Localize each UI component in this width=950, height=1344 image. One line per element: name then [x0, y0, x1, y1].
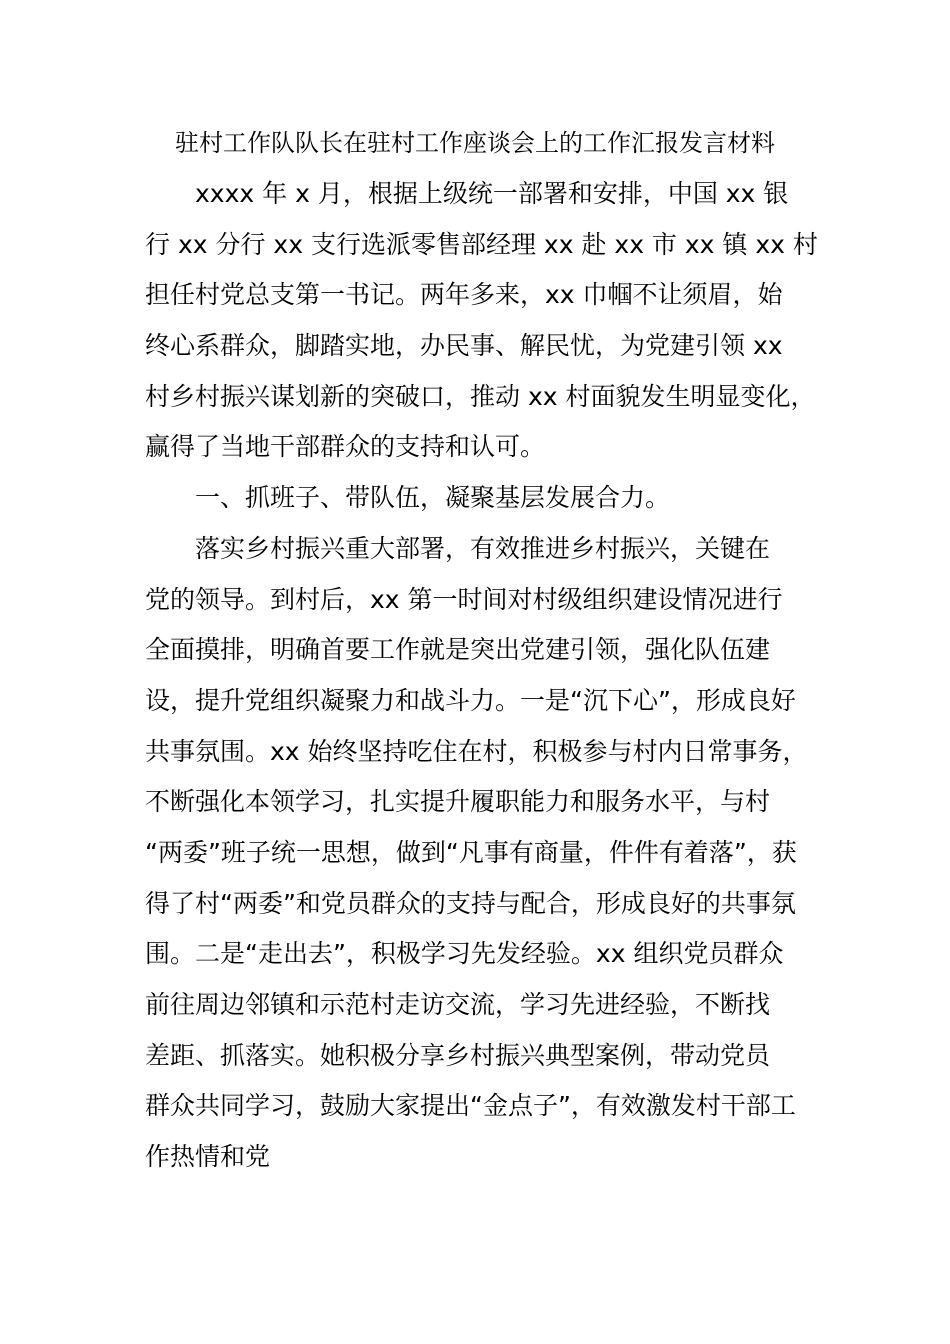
paragraph-line: 行 xx 分行 xx 支行选派零售部经理 xx 赴 xx 市 xx 镇 xx 村: [145, 229, 818, 259]
paragraph-line: 村乡村振兴谋划新的突破口，推动 xx 村面貌发生明显变化，: [145, 381, 816, 411]
paragraph-line: 担任村党总支第一书记。两年多来，xx 巾帼不让须眉，始: [145, 280, 783, 310]
paragraph-line: 不断强化本领学习，扎实提升履职能力和服务水平，与村: [145, 787, 771, 817]
paragraph-line: 群众共同学习，鼓励大家提出“金点子”，有效激发村干部工: [145, 1091, 796, 1121]
paragraph-line: 差距、抓落实。她积极分享乡村振兴典型案例，带动党员: [145, 1040, 771, 1070]
document-title: 驻村工作队队长在驻村工作座谈会上的工作汇报发言材料: [175, 129, 775, 157]
paragraph-line: 落实乡村振兴重大部署，有效推进乡村振兴，关键在: [195, 533, 771, 563]
paragraph-line: 赢得了当地干部群众的支持和认可。: [145, 432, 546, 462]
paragraph-line: 党的领导。到村后，xx 第一时间对村级组织建设情况进行: [145, 584, 783, 614]
paragraph-line: 作热情和党: [145, 1142, 271, 1172]
paragraph-line: xxxx 年 x 月，根据上级统一部署和安排，中国 xx 银: [195, 179, 789, 208]
document-body: [145, 169, 845, 1183]
paragraph-line: 设，提升党组织凝聚力和战斗力。一是“沉下心”，形成良好: [145, 685, 796, 715]
paragraph-line: 围。二是“走出去”，积极学习先发经验。xx 组织党员群众: [145, 939, 784, 969]
paragraph-line: 前往周边邻镇和示范村走访交流，学习先进经验，不断找: [145, 990, 771, 1019]
paragraph-line: 共事氛围。xx 始终坚持吃住在村，积极参与村内日常事务，: [145, 736, 808, 766]
paragraph-line: 终心系群众，脚踏实地，办民事、解民忧，为党建引领 xx: [145, 331, 783, 361]
paragraph-line: 得了村“两委”和党员群众的支持与配合，形成良好的共事氛: [145, 888, 796, 918]
paragraph-line: 全面摸排，明确首要工作就是突出党建引领，强化队伍建: [145, 635, 771, 665]
section-heading: 一、抓班子、带队伍，凝聚基层发展合力。: [195, 483, 671, 513]
paragraph-line: “两委”班子统一思想，做到“凡事有商量，件件有着落”，获: [145, 837, 797, 867]
